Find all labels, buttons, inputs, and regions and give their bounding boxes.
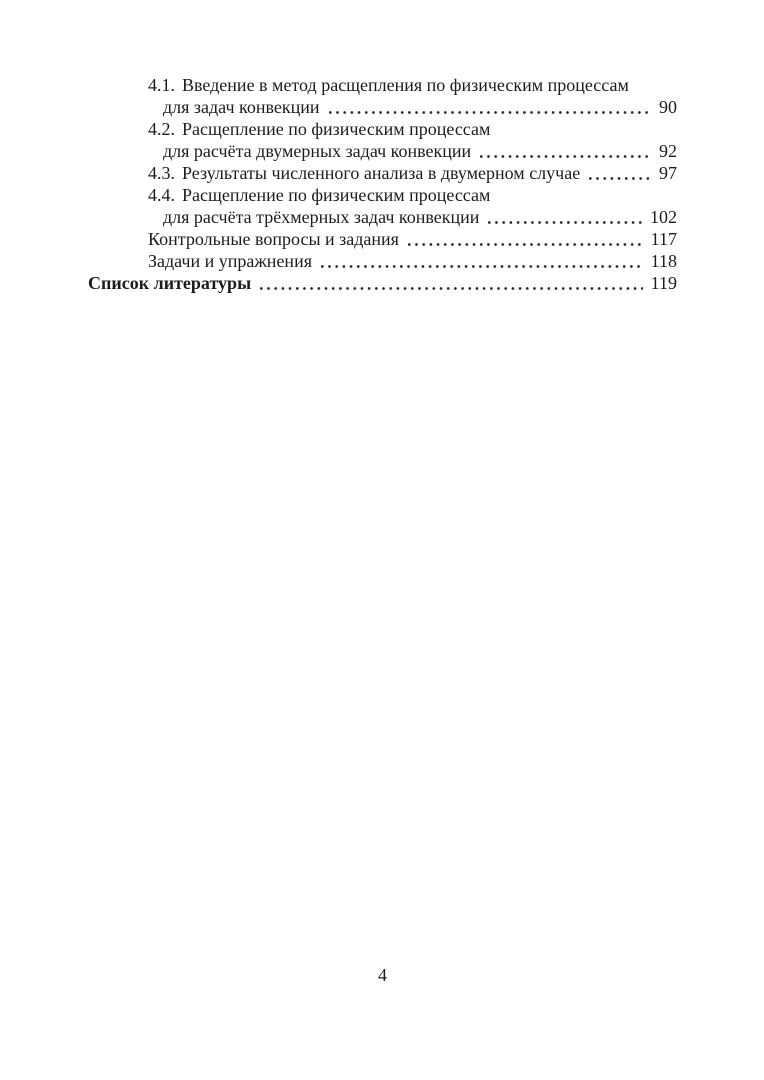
section-title: Расщепление по физическим процессам [182,119,491,139]
toc-page-number: 119 [650,273,677,293]
section-title: Введение в метод расщепления по физическим процессам [182,75,629,95]
section-title: Расщепление по физическим процессам [182,185,491,205]
toc-entry-line [148,184,677,206]
dot-leader [408,243,643,246]
toc-entry-line [163,206,677,228]
section-title: Задачи и упражнения [148,251,312,271]
dot-leader [488,221,642,224]
toc-page-number: 90 [659,97,677,117]
toc-entry-line [148,162,677,184]
toc-entry-line [148,250,677,272]
section-title-continuation: для расчёта трёхмерных задач конвекции [163,207,480,227]
section-number: 4.4. [148,185,175,205]
toc-page-number: 92 [659,141,677,161]
toc-entry-line [148,74,677,96]
section-title: Результаты численного анализа в двумерном случае [182,163,581,183]
section-number: 4.2. [148,119,175,139]
toc-entry-line [88,272,677,294]
dot-leader [589,177,651,180]
toc-entry-4-4 [148,184,677,228]
toc-entry-exercises [148,250,677,272]
dot-leader [480,155,651,158]
dot-leader [260,287,643,290]
toc-entry-line [163,140,677,162]
page-number-footer: 4 [378,965,387,985]
toc-entry-line [148,228,677,250]
section-title-continuation: для расчёта двумерных задач конвекции [163,141,472,161]
toc-entry-bibliography [88,272,677,294]
section-title: Список литературы [88,273,252,293]
toc-entry-line [148,118,677,140]
toc-page-number: 102 [650,207,677,227]
table-of-contents [88,74,677,294]
toc-page-number: 117 [650,229,677,249]
toc-entry-control-questions [148,228,677,250]
dot-leader [321,265,643,268]
toc-entry-line [163,96,677,118]
toc-entry-4-2 [148,118,677,162]
toc-entry-4-1 [148,74,677,118]
section-number: 4.3. [148,163,175,183]
section-title: Контрольные вопросы и задания [148,229,399,249]
section-title-continuation: для задач конвекции [163,97,320,117]
section-number: 4.1. [148,75,175,95]
dot-leader [329,111,652,114]
toc-page-number: 118 [650,251,677,271]
toc-page-number: 97 [659,163,677,183]
toc-entry-4-3 [148,162,677,184]
